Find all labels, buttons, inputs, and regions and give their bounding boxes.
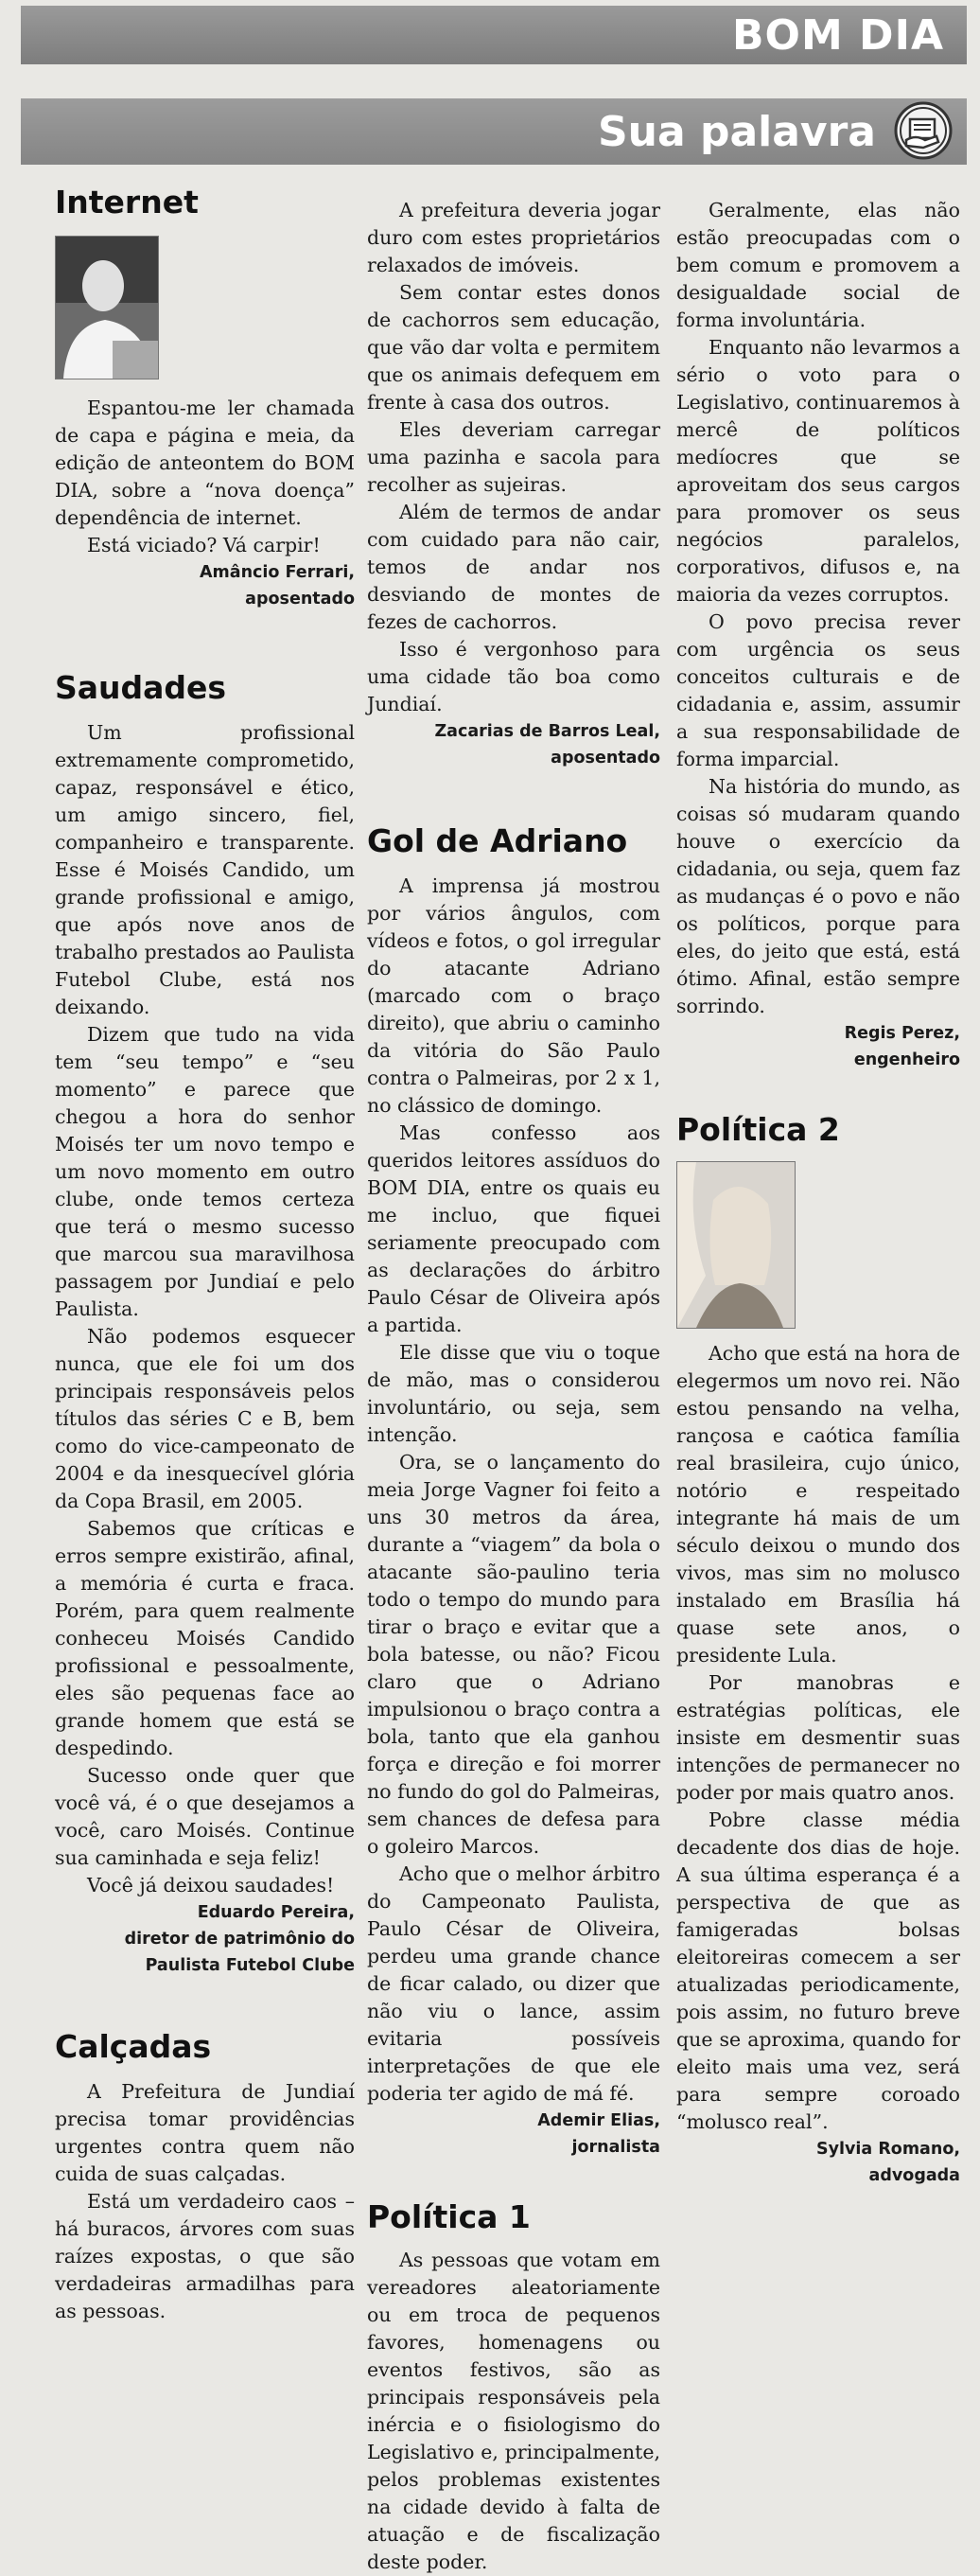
letter-paragraph: Está um verdadeiro caos – há buracos, árvores com suas raízes expostas, o que são verdadeiras armadilhas para as pessoas.	[55, 2190, 355, 2322]
newspaper-name: BOM DIA	[732, 11, 944, 60]
letter-author: Eduardo Pereira,	[197, 1903, 355, 1922]
letter-calcadas-continued	[367, 197, 660, 771]
section-header-bar	[21, 98, 967, 165]
letter-paragraph: Enquanto não levarmos a sério o voto para o Legislativo, continuaremos à mercê de políticos medíocres que se aproveitam dos seus cargos para promover os seus negócios paralelos, corporativos, difusos e, na maioria da vezes corruptos.	[676, 336, 960, 606]
letter-paragraph: Eles deveriam carregar uma pazinha e sacola para recolher as sujeiras.	[367, 418, 660, 496]
letter-politica-1	[367, 2198, 660, 2576]
letter-author: Amâncio Ferrari,	[200, 563, 355, 582]
letter-paragraph: Por manobras e estratégias políticas, ele insiste em desmentir suas intenções de permanecer no poder por mais quatro anos.	[676, 1671, 960, 1804]
letter-paragraph: Ele disse que viu o toque de mão, mas o considerou involuntário, ou seja, sem intenção.	[367, 1341, 660, 1446]
letter-paragraph: Na história do mundo, as coisas só mudaram quando houve o exercício da cidadania, ou seja, quem faz as mudanças é o povo e não os políticos, porque para eles, do jeito que está, está ótimo. Afinal, estão sempre sorrindo.	[676, 775, 960, 1017]
letter-paragraph: A Prefeitura de Jundiaí precisa tomar providências urgentes contra quem não cuida de suas calçadas.	[55, 2080, 355, 2185]
letter-paragraph: Sucesso onde quer que você vá, é o que desejamos a você, caro Moisés. Continue sua caminhada e seja feliz!	[55, 1764, 355, 1869]
letter-author-role: aposentado	[551, 749, 660, 768]
letter-author: Regis Perez,	[844, 1024, 960, 1043]
letter-title: Internet	[55, 184, 199, 221]
letter-paragraph: As pessoas que votam em vereadores aleatoriamente ou em troca de pequenos favores, homenagens ou eventos festivos, são as principais responsáveis pela inércia e o fisiologismo do Legislativo e, principalmente, pelos problemas existentes na cidade devido à falta de atuação e de fiscalização deste poder.	[367, 2249, 660, 2573]
letter-saudades	[55, 669, 355, 1979]
letter-paragraph: Ora, se o lançamento do meia Jorge Vagner foi feito a uns 30 metros da área, durante a “viagem” da bola o atacante são-paulino teria todo o tempo do mundo para tirar o braço e evitar que a bola batesse, ou não? Ficou claro que o Adriano impulsionou o braço contra a bola, tanto que ela ganhou força e direção e foi morrer no fundo do gol do Palmeiras, sem chances de defesa para o goleiro Marcos.	[367, 1451, 660, 1858]
letter-author-role: diretor de patrimônio do Paulista Futebol Clube	[124, 1930, 355, 1975]
letter-author: Sylvia Romano,	[816, 2140, 960, 2159]
letter-title: Calçadas	[55, 2028, 212, 2065]
letter-paragraph: Além de termos de andar com cuidado para não cair, temos de andar nos desviando de montes de fezes de cachorros.	[367, 501, 660, 633]
letter-paragraph: A imprensa já mostrou por vários ângulos, com vídeos e fotos, o gol irregular do atacante Adriano (marcado com o braço direito), que abriu o caminho da vitória do São Paulo contra o Palmeiras, por 2 x 1, no clássico de domingo.	[367, 874, 660, 1117]
column-right	[676, 197, 960, 2189]
letter-author-role: jornalista	[571, 2138, 660, 2157]
letter-internet	[55, 184, 355, 612]
letter-gol-de-adriano	[367, 822, 660, 2161]
letter-paragraph: Geralmente, elas não estão preocupadas com o bem comum e promovem a desigualdade social de forma involuntária.	[676, 199, 960, 331]
letter-author-role: advogada	[868, 2166, 960, 2185]
author-photo	[55, 236, 159, 379]
letter-paragraph: Isso é vergonhoso para uma cidade tão boa como Jundiaí.	[367, 638, 660, 715]
letter-politica-2	[676, 1111, 960, 2189]
letter-author: Ademir Elias,	[537, 2111, 660, 2130]
letter-calcadas	[55, 2028, 355, 2325]
letter-paragraph: O povo precisa rever com urgência os seus conceitos culturais e de cidadania e, assim, assumir a sua responsabilidade de forma imparcial.	[676, 610, 960, 770]
author-photo	[676, 1161, 796, 1329]
letter-author-role: engenheiro	[853, 1050, 960, 1069]
letter-politica-1-continued	[676, 197, 960, 1073]
letter-title: Gol de Adriano	[367, 822, 628, 859]
letter-paragraph: Está viciado? Vá carpir!	[87, 534, 321, 556]
letter-author: Zacarias de Barros Leal,	[434, 722, 660, 741]
letter-paragraph: Dizem que tudo na vida tem “seu tempo” e “seu momento” e parece que chegou a hora do senhor Moisés ter um novo tempo e um novo momento em outro clube, onde temos certeza que terá o mesmo sucesso que marcou sua maravilhosa passagem por Jundiaí e pelo Paulista.	[55, 1023, 355, 1320]
letter-paragraph: Mas confesso aos queridos leitores assíduos do BOM DIA, entre os quais eu me incluo, que fiquei seriamente preocupado com as declarações do árbitro Paulo César de Oliveira após a partida.	[367, 1121, 660, 1336]
column-middle	[367, 197, 660, 2576]
letter-author-role: aposentado	[245, 590, 355, 609]
letter-paragraph: Espantou-me ler chamada de capa e página e meia, da edição de anteontem do BOM DIA, sobre a “nova doença” dependência de internet.	[55, 397, 355, 529]
letter-title: Política 1	[367, 2198, 531, 2235]
letter-paragraph: Um profissional extremamente comprometido, capaz, responsável e ético, um amigo sincero, fiel, companheiro e transparente. Esse é Moisés Candido, um grande profissional e amigo, que após nove anos de trabalho prestados ao Paulista Futebol Clube, está nos deixando.	[55, 721, 355, 1018]
letter-paragraph: Pobre classe média decadente dos dias de hoje. A sua última esperança é a perspectiva de que as famigeradas bolsas eleitoreiras comecem a ser atualizadas periodicamente, pois assim, no futuro breve que se aproxima, quando for eleito mais uma vez, será para sempre coroado “molusco real”.	[676, 1808, 960, 2133]
letter-paragraph: Você já deixou saudades!	[87, 1874, 335, 1897]
letter-paragraph: Não podemos esquecer nunca, que ele foi um dos principais responsáveis pelos títulos das séries C e B, bem como do vice-campeonato de 2004 e da inesquecível glória da Copa Brasil, em 2005.	[55, 1325, 355, 1512]
letter-paragraph: Sabemos que críticas e erros sempre existirão, afinal, a memória é curta e fraca. Porém, para quem realmente conheceu Moisés Candido profissional e pessoalmente, eles são pequenas face ao grande homem que está se despedindo.	[55, 1517, 355, 1759]
newspaper-hand-icon	[893, 100, 954, 161]
letter-title: Saudades	[55, 669, 227, 706]
letter-paragraph: Acho que o melhor árbitro do Campeonato Paulista, Paulo César de Oliveira, perdeu uma grande chance de ficar calado, ou dizer que não viu o lance, assim evitaria possíveis interpretações de que ele poderia ter agido de má fé.	[367, 1862, 660, 2105]
letter-paragraph: A prefeitura deveria jogar duro com estes proprietários relaxados de imóveis.	[367, 199, 660, 276]
newspaper-header-bar	[21, 6, 967, 64]
letter-paragraph: Acho que está na hora de elegermos um novo rei. Não estou pensando na velha, rançosa e caótica família real brasileira, cujo único, notório e respeitado integrante há mais de um século deixou o mundo dos vivos, mas sim no molusco instalado em Brasília há quase sete anos, o presidente Lula.	[676, 1342, 960, 1667]
letter-title: Política 2	[676, 1111, 840, 1148]
column-left	[55, 180, 355, 2325]
section-title: Sua palavra	[597, 108, 876, 156]
letter-paragraph: Sem contar estes donos de cachorros sem educação, que vão dar volta e permitem que os animais defequem em frente à casa dos outros.	[367, 281, 660, 414]
